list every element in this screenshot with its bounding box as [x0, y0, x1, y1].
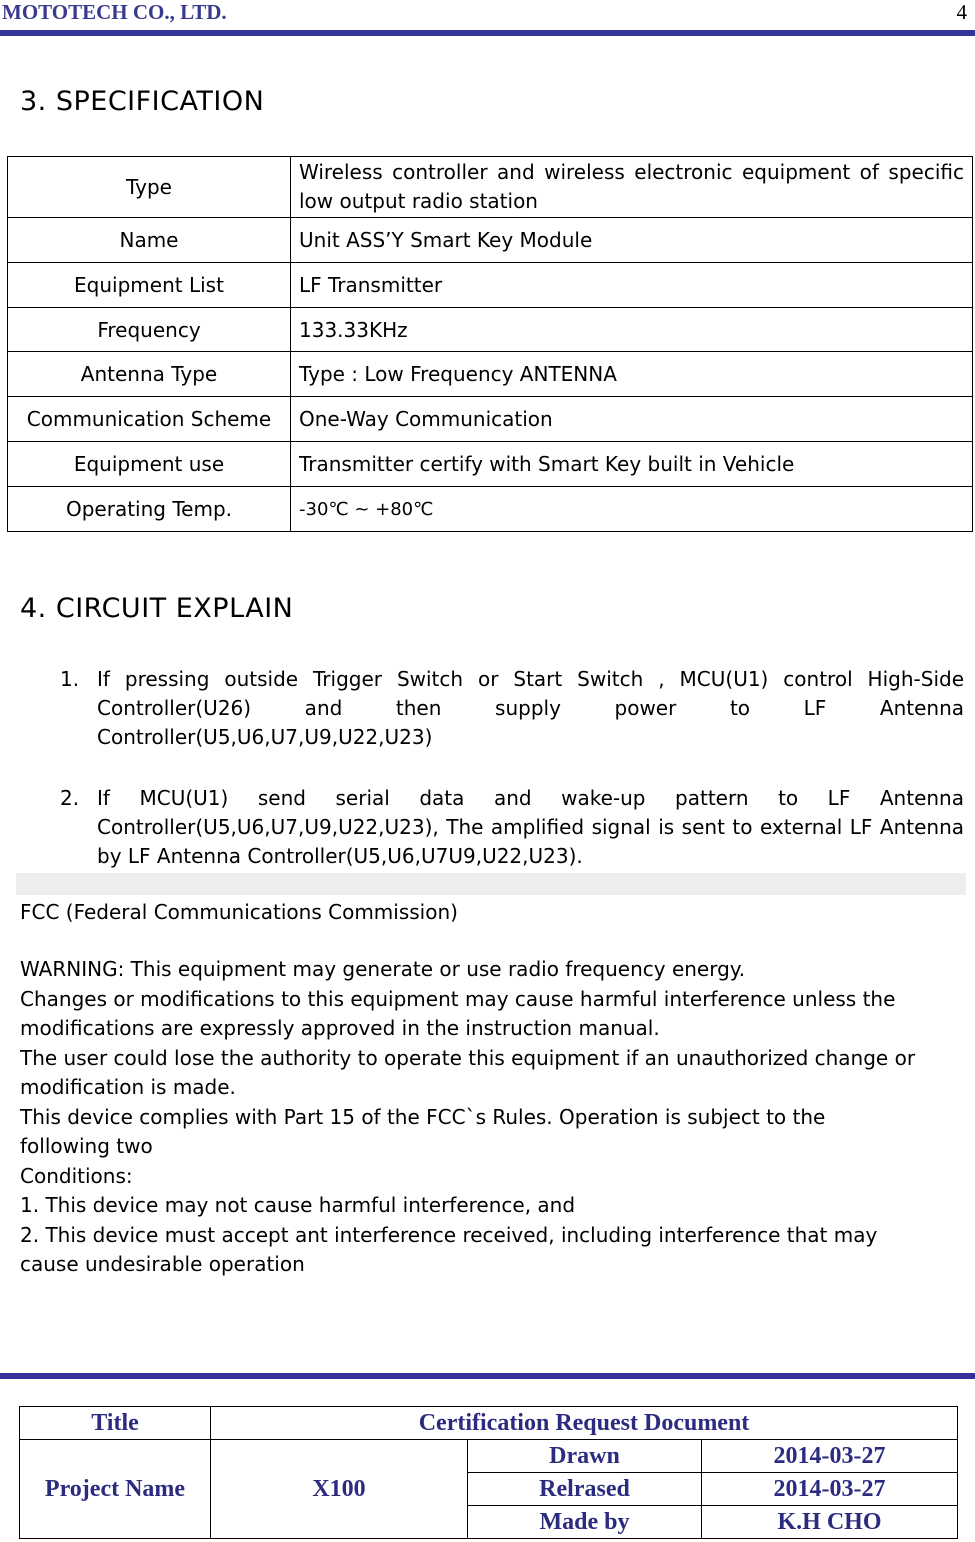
fcc-statement: [20, 955, 970, 1280]
fcc-line: modifications are expressly approved in the instruction manual.: [20, 1016, 660, 1040]
circuit-heading: 4. CIRCUIT EXPLAIN: [20, 593, 294, 624]
spec-value: Type : Low Frequency ANTENNA: [291, 352, 973, 397]
table-row: [8, 308, 973, 352]
spec-value: -30℃ ~ +80℃: [291, 487, 973, 532]
table-row: [8, 487, 973, 532]
table-row: [8, 218, 973, 263]
spec-value: LF Transmitter: [291, 263, 973, 308]
table-row: [20, 1407, 958, 1440]
title-label: Title: [20, 1407, 211, 1440]
section-separator: [16, 873, 966, 895]
fcc-line: 2. This device must accept ant interference received, including interference that may: [20, 1222, 878, 1247]
project-name-value: X100: [211, 1440, 468, 1539]
circuit-list: [20, 784, 964, 871]
spec-label: Name: [8, 218, 291, 263]
spec-value: Unit ASS’Y Smart Key Module: [291, 218, 973, 263]
table-row: [8, 157, 973, 218]
specification-table: [7, 156, 973, 532]
page-number: 4: [956, 0, 967, 24]
drawn-date: 2014-03-27: [702, 1440, 958, 1473]
list-item: [20, 665, 964, 752]
table-row: [8, 263, 973, 308]
fcc-line: WARNING: This equipment may generate or use radio frequency energy.: [20, 957, 746, 981]
spec-value: 133.33KHz: [291, 308, 973, 352]
document-title: Certification Request Document: [211, 1407, 958, 1440]
header-divider: [0, 30, 975, 36]
table-row: [8, 397, 973, 442]
table-row: [8, 352, 973, 397]
made-by-value: K.H CHO: [702, 1506, 958, 1539]
list-text: If MCU(U1) send serial data and wake-up pattern to LF Antenna Controller(U5,U6,U7,U9,U22,U23), The amplified signal is sent to external LF Antenna by LF Antenna Controller(U5,U6,U7U9,U22,U23).: [97, 786, 964, 868]
fcc-line: This device complies with Part 15 of the FCC`s Rules. Operation is subject to the: [20, 1104, 826, 1129]
spec-value: One-Way Communication: [291, 397, 973, 442]
fcc-line: cause undesirable operation: [20, 1252, 305, 1276]
spec-label: Equipment use: [8, 442, 291, 487]
fcc-heading: FCC (Federal Communications Commission): [20, 900, 458, 924]
spec-value: Wireless controller and wireless electronic equipment of specific low output radio station: [291, 157, 973, 218]
project-name-label: Project Name: [20, 1440, 211, 1539]
table-row: [20, 1440, 958, 1473]
table-row: [8, 442, 973, 487]
circuit-list: [20, 665, 964, 752]
spec-label: Communication Scheme: [8, 397, 291, 442]
company-name: MOTOTECH CO., LTD.: [2, 0, 227, 24]
drawn-label: Drawn: [468, 1440, 702, 1473]
spec-value: Transmitter certify with Smart Key built in Vehicle: [291, 442, 973, 487]
fcc-line: Conditions:: [20, 1163, 133, 1188]
list-number: 1.: [60, 667, 80, 691]
footer-divider: [0, 1373, 975, 1379]
spec-label: Equipment List: [8, 263, 291, 308]
made-by-label: Made by: [468, 1506, 702, 1539]
released-date: 2014-03-27: [702, 1473, 958, 1506]
list-item: [20, 784, 964, 871]
document-info-table: [19, 1406, 958, 1539]
fcc-line: modification is made.: [20, 1075, 236, 1099]
fcc-line: Changes or modifications to this equipment may cause harmful interference unless the: [20, 986, 896, 1011]
spec-label: Operating Temp.: [8, 487, 291, 532]
fcc-line: following two: [20, 1134, 153, 1158]
specification-heading: 3. SPECIFICATION: [20, 86, 265, 117]
released-label: Relrased: [468, 1473, 702, 1506]
list-number: 2.: [60, 786, 80, 810]
list-text: If pressing outside Trigger Switch or Start Switch , MCU(U1) control High-Side Controller(U26) and then supply power to LF Antenna Controller(U5,U6,U7,U9,U22,U23): [97, 667, 964, 749]
fcc-line: 1. This device may not cause harmful interference, and: [20, 1193, 576, 1217]
spec-label: Antenna Type: [8, 352, 291, 397]
spec-label: Type: [8, 157, 291, 218]
spec-label: Frequency: [8, 308, 291, 352]
fcc-line: The user could lose the authority to operate this equipment if an unauthorized change or: [20, 1045, 916, 1070]
